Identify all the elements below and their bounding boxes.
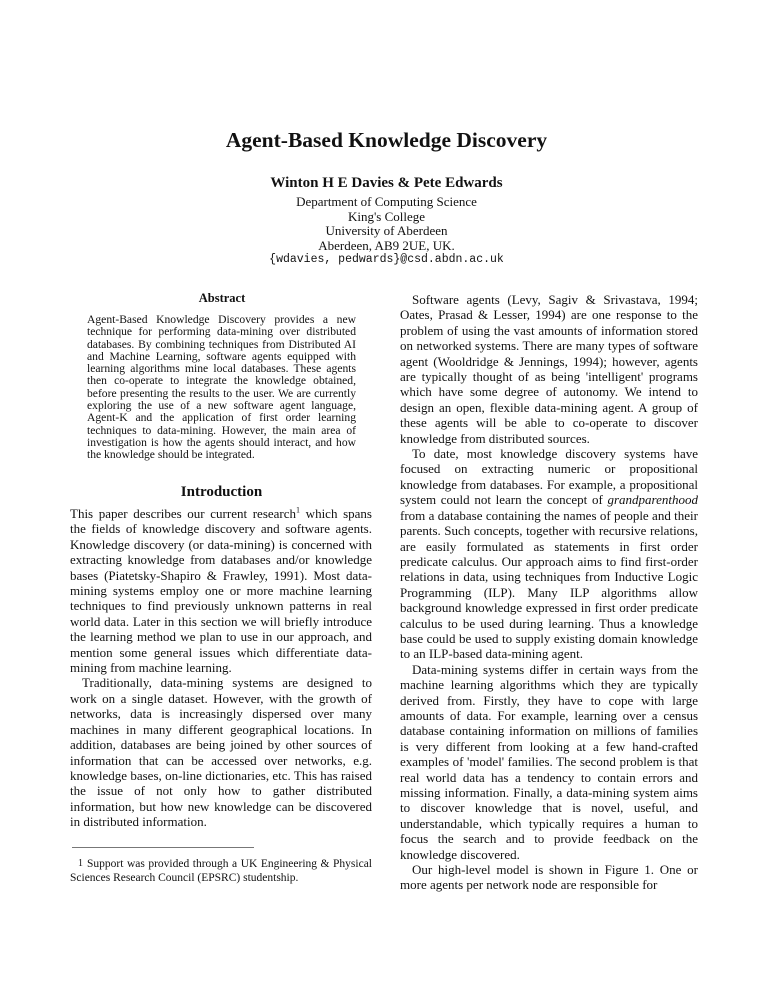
right-column-body: [400, 292, 698, 893]
abstract-text: Agent-Based Knowledge Discovery provides a new technique for performing data-mining over distributed databases. By combining techniques from Distributed AI and Machine Learning, software agents equipped with learning algorithms mine local databases. These agents then co-operate to integrate the knowledge obtained, before presenting the results to the user. We are currently exploring the use of a new software agent language, Agent-K and the application of first order learning techniques to data-mining. However, the main area of investigation is how the agents should interact, and how the knowledge should be integrated.: [87, 313, 356, 462]
footnote-text: Support was provided through a UK Engineering & Physical Sciences Research Council (EPSRC) studentship.: [70, 858, 372, 884]
intro-p4-text-a: To date, most knowledge discovery systems have focused on extracting numeric or propositional knowledge from databases. For example, a propositional system could not learn the concept of: [400, 446, 698, 508]
paper-title: Agent-Based Knowledge Discovery: [225, 128, 548, 152]
left-column-body: [70, 506, 372, 830]
paper-authors: Winton H E Davies & Pete Edwards: [270, 175, 503, 191]
intro-p4-text-b: from a database containing the names of people and their parents. Such concepts, together with recursive relations, are easily formulated as statements in first order predicate calculus. Our approach aims to find first-order relations in data, using techniques from Inductive Logic Programming (ILP). Many ILP algorithms allow background knowledge expressed in first order predicate calculus to be used during learning. Thus a knowledge base could be used to supply existing domain knowledge to an ILP-based data-mining agent.: [400, 507, 698, 662]
abstract-heading: Abstract: [198, 291, 246, 305]
affiliation-department: Department of Computing Science: [296, 194, 477, 209]
intro-p4-emphasis: grandparenthood: [607, 492, 698, 508]
intro-p1-text-a: This paper describes our current research: [70, 506, 297, 521]
footnote-mark: 1: [78, 858, 83, 869]
intro-paragraph-1: [70, 506, 372, 675]
intro-paragraph-2: Traditionally, data-mining systems are designed to work on a single dataset. However, with the growth of networks, data is increasingly dispersed over many machines in many different geographical locations. In addition, databases are being joined by other sources of information that can be accessed over networks, e.g. knowledge bases, on-line dictionaries, etc. This has raised the issue of not only how to gather distributed information, but how new knowledge can be discovered in distributed information.: [70, 675, 372, 830]
affiliation-address: Aberdeen, AB9 2UE, UK.: [318, 237, 455, 253]
introduction-heading: Introduction: [180, 484, 263, 500]
intro-paragraph-4: [400, 446, 698, 662]
affiliation-university: University of Aberdeen: [325, 223, 448, 238]
footnote-divider: [72, 847, 254, 848]
author-email: {wdavies, pedwards}@csd.abdn.ac.uk: [269, 253, 504, 266]
intro-paragraph-6: Our high-level model is shown in Figure 1. One or more agents per network node are responsible for: [400, 862, 698, 893]
footnote-reference: 1: [296, 505, 301, 515]
intro-p1-text-b: which spans the fields of knowledge discovery and software agents. Knowledge discovery (or data-mining) is concerned with extracting knowledge from databases and/or knowledge bases (Piatetsky-Shapiro & Frawley, 1991). Most data-mining systems employ one or more machine learning techniques to find previously unknown patterns in real world data. Later in this section we will briefly introduce the learning method we plan to use in our approach, and mention some general issues which differentiate data-mining from machine learning.: [70, 506, 372, 676]
footnote: [70, 857, 372, 885]
affiliation-college: King's College: [347, 208, 426, 224]
affiliation-block: [0, 195, 773, 268]
intro-paragraph-5: Data-mining systems differ in certain ways from the machine learning algorithms which they are typically derived from. Firstly, they have to cope with large amounts of data. For example, learning over a census database containing information on millions of families is very different from looking at a few hand-crafted examples of 'model' families. The second problem is that real world data has a tendency to contain errors and missing information. Finally, a data-mining system aims to discover knowledge that is novel, useful, and understandable, which typically requires a human to focus the search and to provide feedback on the knowledge discovered.: [400, 661, 698, 862]
intro-paragraph-3: Software agents (Levy, Sagiv & Srivastava, 1994; Oates, Prasad & Lesser, 1994) are one response to the problem of using the vast amounts of information stored on networked systems. There are many types of software agent (Wooldridge & Jennings, 1994); however, agents are typically thought of as being 'intelligent' programs which have some degree of autonomy. We intend to design an open, flexible data-mining agent. A group of these agents will be able to co-operate to discover knowledge from distributed sources.: [400, 292, 698, 446]
